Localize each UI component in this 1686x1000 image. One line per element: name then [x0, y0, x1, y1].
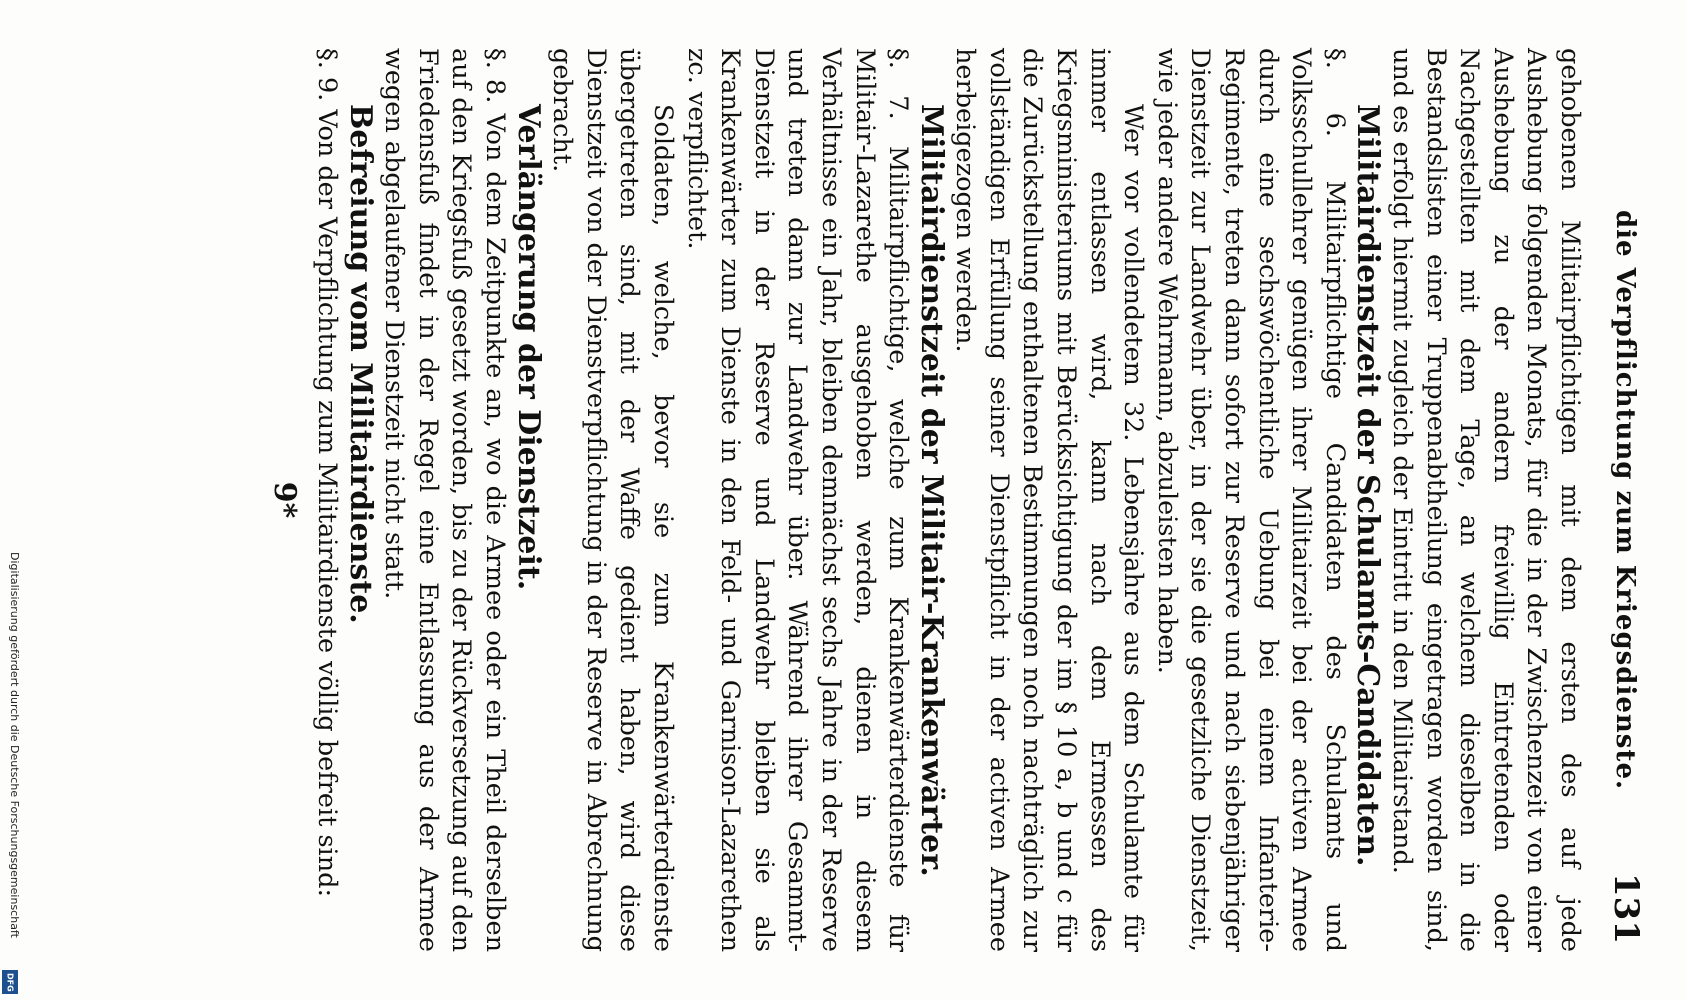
- paragraph-3b: Soldaten, welche, bevor sie zum Krankenwärterdienste übergetreten sind, mit der Waffe gedient haben, wird diese Dienstzeit von der Dienstverpflichtung in der Reserve in Abrechnung gebracht.: [547, 48, 678, 952]
- signature-mark: 9*: [267, 481, 303, 519]
- running-title: die Verpflichtung zum Kriegsdienste.: [1610, 209, 1640, 791]
- rotated-page-content: [230, 40, 1650, 960]
- paragraph-2b: Wer vor vollendetem 32. Lebensjahre aus dem Schulamte für immer entlassen wird, kann nach dem Ermessen des Kriegsministeriums mit Berücksichtigung der im § 10 a, b und c für die Zurückstellung enthaltenen Bestimmungen noch nachträglich zur vollständigen Erfüllung seiner Dienstpflicht in der activen Armee herbeigezogen werden.: [950, 48, 1149, 952]
- section-heading-verlaengerung: [511, 48, 545, 952]
- section-heading-schulamts: [1351, 48, 1385, 952]
- heading-text: Befreiung vom Militairdienste.: [342, 104, 378, 624]
- page-number: 131: [1606, 873, 1646, 944]
- paragraph-4: §. 8. Von dem Zeitpunkte an, wo die Armee oder ein Theil derselben auf den Kriegsfuß gesetzt worden, bis zu der Rückversetzung auf den Friedensfuß findet in der Regel eine Entlassung aus der Armee wegen abgelaufener Dienstzeit nicht statt.: [379, 48, 510, 952]
- paragraph-3a: §. 7. Militairpflichtige, welche zum Krankenwärterdienste für Militair-Lazarethe ausgehoben werden, dienen in diesem Verhältnisse ein Jahr, bleiben demnächst sechs Jahre in der Reserve und treten dann zur Landwehr über. Während ihrer Gesammt-Dienstzeit in der Reserve und Landwehr bleiben sie als Krankenwärter zum Dienste in den Feld- und Garnison-Lazarethen zc. verpflichtet.: [681, 48, 914, 952]
- page-body: [230, 48, 1586, 952]
- paragraph-2a: §. 6. Militairpflichtige Candidaten des Schulamts und Volksschullehrer genügen ihrer Militairzeit bei der activen Armee durch eine sechswöchentliche Uebung bei einem Infanterie-Regimente, treten dann sofort zur Reserve und nach siebenjähriger Dienstzeit zur Landwehr über, in der sie die gesetzliche Dienstzeit, wie jeder andere Wehrmann, abzuleisten haben.: [1151, 48, 1350, 952]
- digitisation-credit: [4, 552, 21, 990]
- section-heading-krankenwaerter: [914, 48, 948, 952]
- heading-text: Militairdienstzeit der Militair-Krankenwärter.: [913, 104, 949, 877]
- paragraph-5: §. 9. Von der Verpflichtung zum Militairdienste völlig befreit sind:: [312, 48, 343, 898]
- credit-text: Digitalisierung gefördert durch die Deutsche Forschungsgemeinschaft: [8, 552, 21, 938]
- section-heading-befreiung: [343, 48, 377, 952]
- running-head: [1604, 40, 1650, 960]
- heading-text: Verlängerung der Dienstzeit.: [510, 104, 546, 591]
- dfg-logo-icon: DFG: [2, 970, 18, 994]
- paragraph-1: gehobenen Militairpflichtigen mit dem ersten des auf jede Aushebung folgenden Monats, für die in der Zwischenzeit von einer Aushebung zu der andern freiwillig Eintretenden oder Nachgestellten mit dem Tage, an welchem dieselben in die Bestandslisten einer Truppenabtheilung eingetragen worden sind, und es erfolgt hiermit zugleich der Eintritt in den Militairstand.: [1387, 48, 1585, 952]
- heading-text: Militairdienstzeit der Schulamts-Candidaten.: [1350, 104, 1386, 867]
